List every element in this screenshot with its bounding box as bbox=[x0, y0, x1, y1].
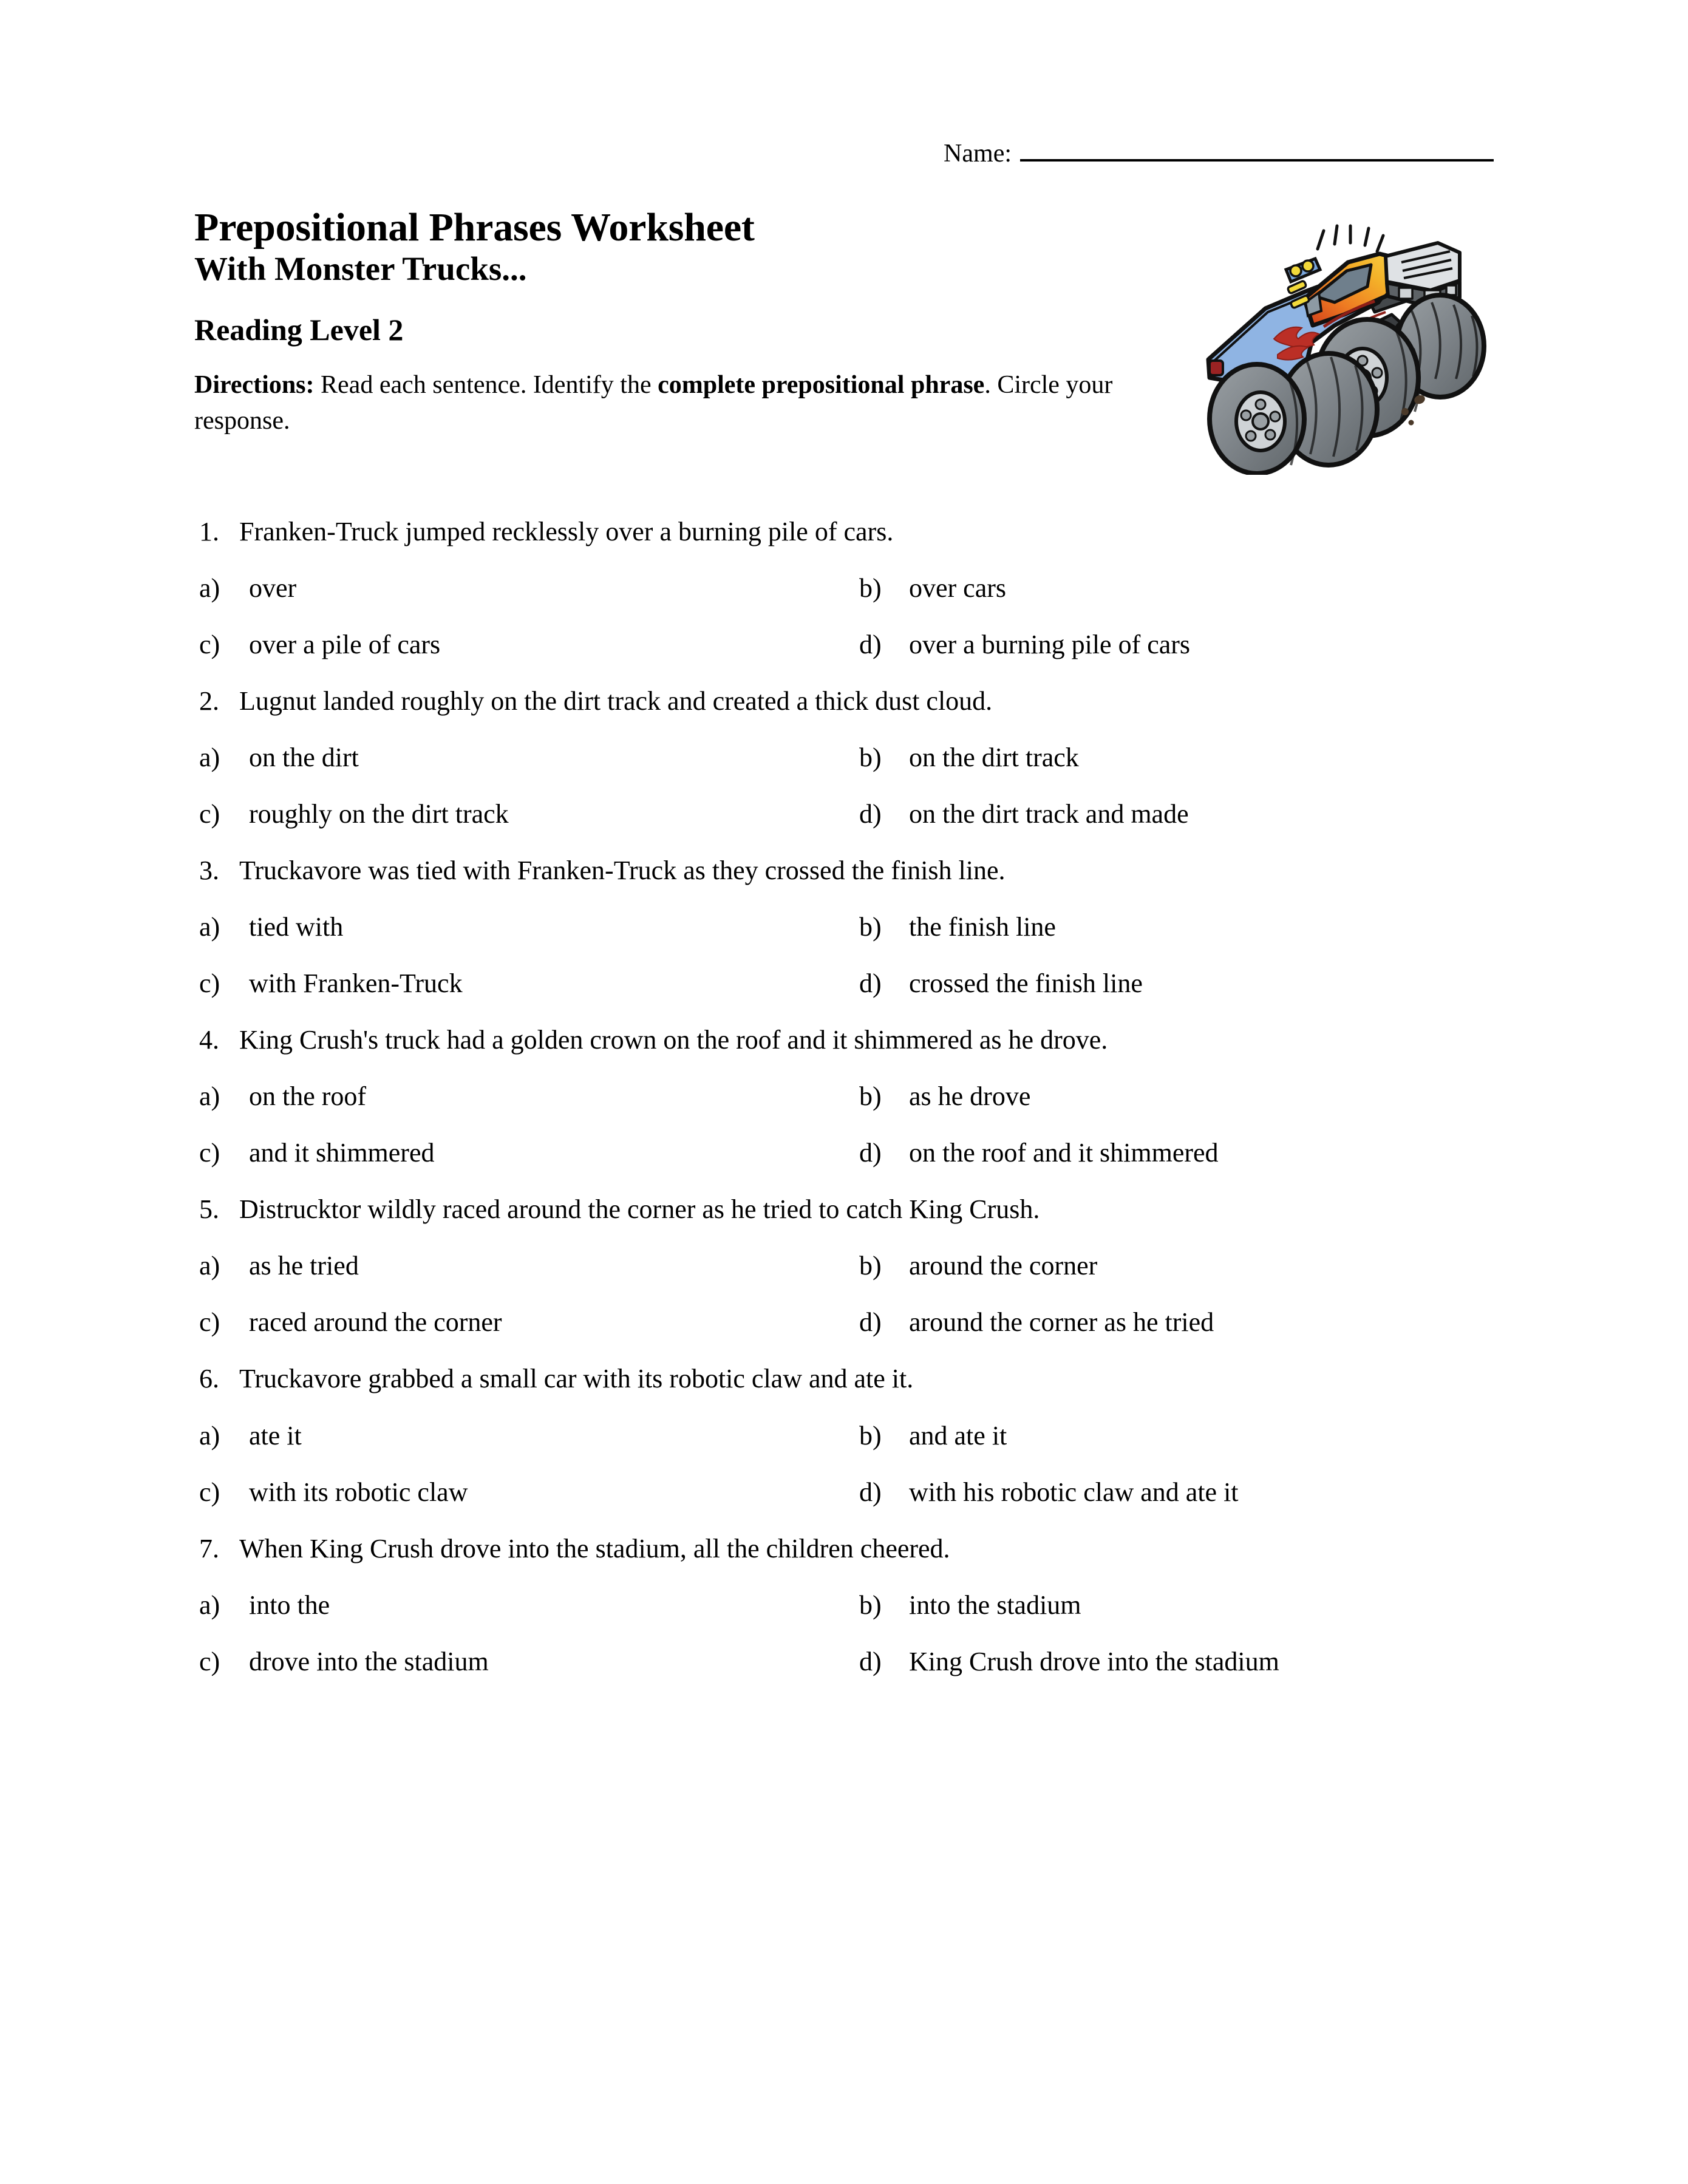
reading-level-label: Reading Level 2 bbox=[194, 312, 404, 347]
option-d[interactable] bbox=[859, 1137, 1688, 1168]
name-label: Name: bbox=[944, 140, 1012, 168]
option-text: drove into the stadium bbox=[249, 1646, 489, 1676]
question-prompt bbox=[0, 685, 1688, 716]
option-d[interactable] bbox=[859, 1307, 1688, 1338]
option-text: tied with bbox=[249, 912, 344, 942]
option-a[interactable] bbox=[199, 1250, 859, 1281]
option-c[interactable] bbox=[199, 798, 859, 829]
option-c[interactable] bbox=[199, 1307, 859, 1338]
option-letter: a) bbox=[199, 1081, 220, 1112]
worksheet-subtitle: With Monster Trucks... bbox=[194, 250, 527, 287]
directions-text-1: Read each sentence. Identify the bbox=[314, 370, 658, 399]
option-letter: c) bbox=[199, 799, 220, 829]
option-text: King Crush drove into the stadium bbox=[909, 1646, 1279, 1676]
monster-truck-icon bbox=[1185, 196, 1489, 475]
question-item bbox=[0, 855, 1688, 999]
option-text: with his robotic claw and ate it bbox=[909, 1477, 1239, 1507]
option-d[interactable] bbox=[859, 629, 1688, 660]
option-row bbox=[0, 798, 1688, 829]
option-letter: a) bbox=[199, 743, 220, 773]
option-row bbox=[0, 742, 1688, 773]
question-item bbox=[0, 1363, 1688, 1507]
directions-text-2: . Circle your response. bbox=[194, 370, 1113, 435]
option-letter: d) bbox=[859, 630, 882, 660]
option-letter: a) bbox=[199, 1590, 220, 1620]
header-block bbox=[194, 206, 1178, 440]
question-item bbox=[0, 1024, 1688, 1168]
option-c[interactable] bbox=[199, 968, 859, 999]
option-row bbox=[0, 911, 1688, 942]
option-letter: c) bbox=[199, 630, 220, 660]
option-text: ate it bbox=[249, 1420, 302, 1451]
option-b[interactable] bbox=[859, 742, 1688, 773]
directions-emphasis: complete prepositional phrase bbox=[658, 370, 985, 399]
option-row bbox=[0, 1590, 1688, 1621]
question-number: 6. bbox=[199, 1364, 219, 1394]
question-prompt bbox=[0, 1363, 1688, 1394]
option-text: over a burning pile of cars bbox=[909, 630, 1191, 660]
question-sentence: Truckavore grabbed a small car with its robotic claw and ate it. bbox=[239, 1364, 914, 1394]
option-a[interactable] bbox=[199, 1590, 859, 1621]
question-sentence: Lugnut landed roughly on the dirt track and created a thick dust cloud. bbox=[239, 686, 993, 716]
option-row bbox=[0, 1250, 1688, 1281]
question-number: 7. bbox=[199, 1533, 219, 1563]
option-row bbox=[0, 629, 1688, 660]
option-text: as he drove bbox=[909, 1081, 1031, 1112]
option-d[interactable] bbox=[859, 968, 1688, 999]
question-prompt bbox=[0, 1533, 1688, 1564]
option-text: on the roof and it shimmered bbox=[909, 1138, 1219, 1168]
option-letter: d) bbox=[859, 1307, 882, 1338]
question-number: 5. bbox=[199, 1194, 219, 1225]
option-d[interactable] bbox=[859, 1646, 1688, 1677]
option-row bbox=[0, 1081, 1688, 1112]
option-letter: c) bbox=[199, 1138, 220, 1168]
option-b[interactable] bbox=[859, 1250, 1688, 1281]
option-letter: a) bbox=[199, 573, 220, 604]
option-text: the finish line bbox=[909, 912, 1056, 942]
option-row bbox=[0, 1420, 1688, 1451]
option-letter: c) bbox=[199, 968, 220, 999]
roof-lightbar-icon bbox=[1286, 259, 1320, 282]
option-b[interactable] bbox=[859, 573, 1688, 604]
option-text: into the stadium bbox=[909, 1590, 1081, 1620]
option-text: on the dirt track bbox=[909, 743, 1079, 773]
option-a[interactable] bbox=[199, 911, 859, 942]
option-row bbox=[0, 1477, 1688, 1508]
option-letter: d) bbox=[859, 799, 882, 829]
worksheet-title: Prepositional Phrases Worksheet bbox=[194, 205, 755, 250]
option-b[interactable] bbox=[859, 1420, 1688, 1451]
question-prompt bbox=[0, 1194, 1688, 1225]
questions-list bbox=[0, 516, 1688, 1703]
option-letter: d) bbox=[859, 1138, 882, 1168]
name-write-line[interactable] bbox=[1020, 159, 1494, 162]
option-row bbox=[0, 1307, 1688, 1338]
option-text: into the bbox=[249, 1590, 330, 1620]
option-text: roughly on the dirt track bbox=[249, 799, 509, 829]
option-c[interactable] bbox=[199, 1477, 859, 1508]
question-item bbox=[0, 685, 1688, 829]
option-d[interactable] bbox=[859, 798, 1688, 829]
option-text: raced around the corner bbox=[249, 1307, 502, 1338]
option-text: as he tried bbox=[249, 1251, 359, 1281]
option-letter: c) bbox=[199, 1477, 220, 1507]
option-letter: b) bbox=[859, 1420, 882, 1451]
question-item bbox=[0, 1194, 1688, 1338]
question-prompt bbox=[0, 516, 1688, 547]
option-text: over cars bbox=[909, 573, 1007, 604]
name-field-row bbox=[194, 141, 1494, 166]
option-letter: a) bbox=[199, 1420, 220, 1451]
option-letter: b) bbox=[859, 573, 882, 604]
option-text: on the dirt track and made bbox=[909, 799, 1189, 829]
option-row bbox=[0, 573, 1688, 604]
option-text: crossed the finish line bbox=[909, 968, 1143, 999]
option-a[interactable] bbox=[199, 742, 859, 773]
question-item bbox=[0, 1533, 1688, 1677]
question-number: 3. bbox=[199, 856, 219, 886]
directions-paragraph bbox=[194, 367, 1142, 440]
option-c[interactable] bbox=[199, 629, 859, 660]
option-letter: b) bbox=[859, 1590, 882, 1620]
option-letter: c) bbox=[199, 1307, 220, 1338]
option-text: on the dirt bbox=[249, 743, 359, 773]
option-b[interactable] bbox=[859, 1081, 1688, 1112]
option-text: with Franken-Truck bbox=[249, 968, 463, 999]
option-text: around the corner as he tried bbox=[909, 1307, 1214, 1338]
option-b[interactable] bbox=[859, 911, 1688, 942]
option-letter: a) bbox=[199, 1251, 220, 1281]
question-prompt bbox=[0, 1024, 1688, 1055]
option-text: on the roof bbox=[249, 1081, 367, 1112]
question-sentence: Distrucktor wildly raced around the corner as he tried to catch King Crush. bbox=[239, 1194, 1040, 1225]
option-a[interactable] bbox=[199, 573, 859, 604]
option-letter: d) bbox=[859, 1477, 882, 1507]
question-number: 1. bbox=[199, 517, 219, 546]
option-text: around the corner bbox=[909, 1251, 1098, 1281]
option-a[interactable] bbox=[199, 1420, 859, 1451]
option-text: and it shimmered bbox=[249, 1138, 435, 1168]
option-letter: d) bbox=[859, 1646, 882, 1676]
option-letter: b) bbox=[859, 1251, 882, 1281]
question-prompt bbox=[0, 855, 1688, 886]
option-letter: d) bbox=[859, 968, 882, 999]
question-sentence: Franken-Truck jumped recklessly over a burning pile of cars. bbox=[239, 517, 894, 546]
tire-rear-left bbox=[1210, 364, 1304, 474]
option-text: over a pile of cars bbox=[249, 630, 441, 660]
option-letter: b) bbox=[859, 912, 882, 942]
option-d[interactable] bbox=[859, 1477, 1688, 1508]
question-sentence: When King Crush drove into the stadium, all the children cheered. bbox=[239, 1533, 950, 1563]
option-text: over bbox=[249, 573, 297, 604]
option-c[interactable] bbox=[199, 1137, 859, 1168]
question-number: 4. bbox=[199, 1025, 219, 1055]
question-number: 2. bbox=[199, 686, 219, 716]
option-letter: a) bbox=[199, 912, 220, 942]
option-text: and ate it bbox=[909, 1420, 1007, 1451]
option-row bbox=[0, 968, 1688, 999]
option-text: with its robotic claw bbox=[249, 1477, 468, 1507]
option-c[interactable] bbox=[199, 1646, 859, 1677]
impact-lines-icon bbox=[1318, 226, 1383, 251]
option-letter: b) bbox=[859, 743, 882, 773]
directions-lead: Directions: bbox=[194, 370, 315, 399]
option-letter: c) bbox=[199, 1646, 220, 1676]
option-a[interactable] bbox=[199, 1081, 859, 1112]
question-item bbox=[0, 516, 1688, 660]
option-b[interactable] bbox=[859, 1590, 1688, 1621]
option-letter: b) bbox=[859, 1081, 882, 1112]
question-sentence: Truckavore was tied with Franken-Truck as they crossed the finish line. bbox=[239, 856, 1006, 886]
question-sentence: King Crush's truck had a golden crown on the roof and it shimmered as he drove. bbox=[239, 1025, 1108, 1055]
option-row bbox=[0, 1137, 1688, 1168]
option-row bbox=[0, 1646, 1688, 1677]
